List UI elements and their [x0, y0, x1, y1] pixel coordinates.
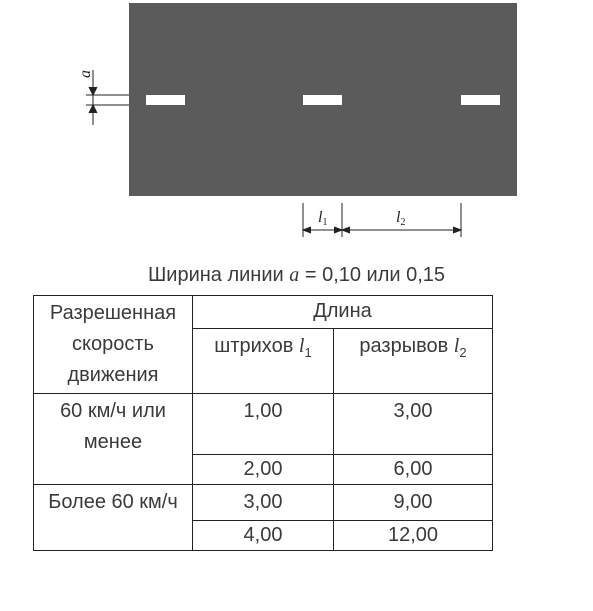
marking-length-table: [33, 295, 493, 551]
caption-suffix: = 0,10 или 0,15: [304, 264, 446, 286]
dash-value: 2,00: [193, 455, 334, 485]
gap-value: 3,00: [334, 394, 493, 455]
caption-var: a: [289, 264, 300, 286]
gap-value: 9,00: [334, 485, 493, 521]
dim-a-label: a: [77, 70, 94, 78]
dash-mark-2: [303, 95, 342, 105]
speed-group-1: 60 км/ч или менее: [34, 394, 193, 485]
dash-value: 1,00: [193, 394, 334, 455]
length-header: Длина: [193, 296, 493, 329]
table-row: [34, 394, 493, 455]
road-marking-diagram: [0, 0, 593, 250]
dash-mark-1: [146, 95, 185, 105]
gap-value: 6,00: [334, 455, 493, 485]
dash-length-header: штрихов $l_1$: [193, 329, 334, 394]
line-width-caption: [0, 264, 593, 287]
table-header-row: [34, 296, 493, 329]
gap-length-header: разрывов $l_2$: [334, 329, 493, 394]
speed-group-2: Более 60 км/ч: [34, 485, 193, 551]
dim-l1-label: l1: [318, 209, 328, 228]
dim-l2-label: l2: [396, 209, 406, 228]
speed-header: Разрешенная скорость движения: [34, 296, 193, 394]
dash-value: 3,00: [193, 485, 334, 521]
dash-value: 4,00: [193, 521, 334, 551]
gap-value: 12,00: [334, 521, 493, 551]
dash-mark-3: [461, 95, 500, 105]
caption-prefix: Ширина линии: [147, 264, 284, 286]
